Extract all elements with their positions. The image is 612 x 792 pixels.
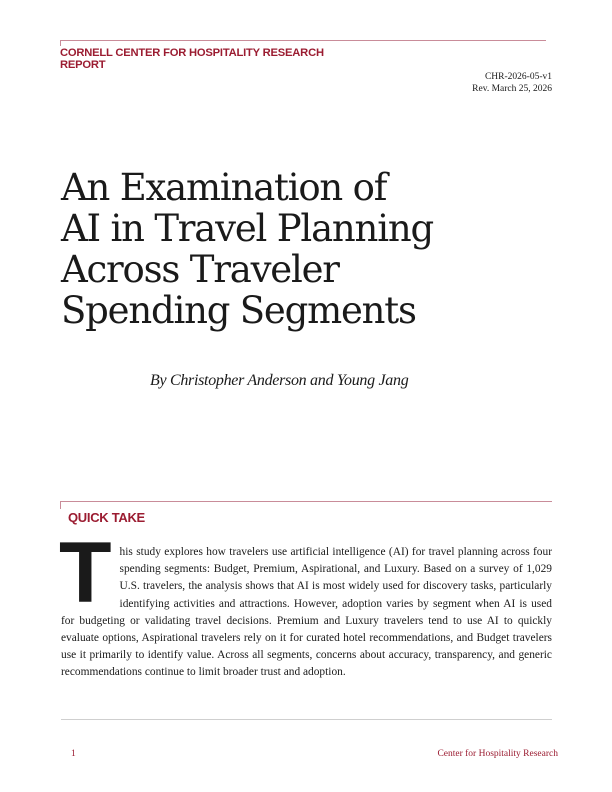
- title-line-2: AI in Travel Planning: [61, 207, 433, 250]
- author-byline: By Christopher Anderson and Young Jang: [150, 372, 409, 389]
- page-number: 1: [71, 749, 76, 759]
- quick-take-rule: [60, 501, 552, 502]
- title-line-1: An Examination of: [61, 166, 387, 209]
- quick-take-text: his study explores how travelers use artificial intelligence (AI) for travel planning across four spending segments: Budget, Premium, Aspirational, and Luxury. Based on a survey of 1,029 U.S. travelers, the analysis shows that AI is most widely used for discovery tasks, particularly identifying activities and attractions. However, adoption varies by segment when AI is used for budgeting or validating travel decisions. Premium and Luxury travelers tend to use AI to quickly evaluate options, Aspirational travelers rely on it for curated hotel recommendations, and Budget travelers use it primarily to identify value. Across all segments, concerns about accuracy, transparency, and generic recommendations continue to limit broader trust and adoption.: [61, 546, 552, 679]
- quick-take-rule-tick: [60, 501, 61, 509]
- title-line-4: Spending Segments: [61, 289, 416, 332]
- report-id: CHR-2026-05-v1: [484, 72, 552, 82]
- report-meta: [472, 71, 552, 95]
- publisher-line-1: CORNELL CENTER FOR HOSPITALITY RESEARCH: [60, 47, 324, 59]
- report-title: [61, 167, 433, 331]
- publisher-line-2: REPORT: [60, 59, 106, 71]
- quick-take-heading: QUICK TAKE: [68, 510, 145, 525]
- quick-take-body: [59, 525, 552, 682]
- title-line-3: Across Traveler: [61, 248, 339, 291]
- footer-rule: [61, 719, 552, 720]
- revision-date: Rev. March 25, 2026: [472, 84, 552, 94]
- footer-org-name: Center for Hospitality Research: [437, 749, 558, 759]
- drop-cap: T: [59, 525, 112, 621]
- publisher-name: [60, 47, 324, 71]
- header-rule-tick: [60, 40, 61, 46]
- header-rule: [60, 40, 546, 41]
